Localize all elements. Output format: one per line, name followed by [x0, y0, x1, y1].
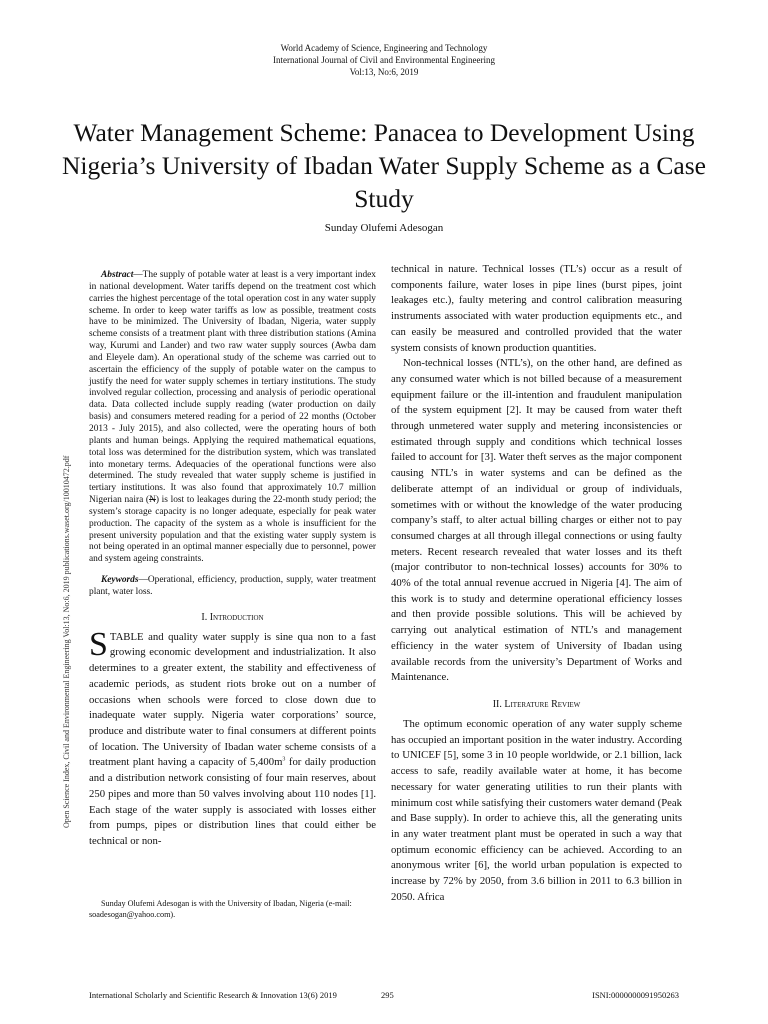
page-number: 295 — [381, 990, 394, 1000]
abstract — [89, 270, 376, 566]
section-number: I. — [201, 611, 208, 623]
literature-paragraph: The optimum economic operation of any water supply scheme has occupied an important position in the water industry. According to UNICEF [5], some 3 in 10 people worldwide, or 2.1 billion, lack access to safe, readily available water at home, it has become necessary for water generating utilities to run their plants with minimum cost while satisfying their customers water demand (Peak and Base supply). In order to achieve this, all the generating units in any water treatment plant must be operated in such a way that optimum economic efficiency can be achieved. According to an anonymous writer [6], the world urban population is expected to increase by 72% by 2050, from 3.6 billion in 2011 to 6.3 billion in 2050. Africa — [391, 717, 682, 903]
section-heading-literature-review — [391, 699, 682, 710]
author-name: Sunday Olufemi Adesogan — [324, 222, 444, 234]
paper-title: Water Management Scheme: Panacea to Development Using Nigeria’s University of Ibadan Water Supply Scheme as a Case Study — [61, 118, 706, 213]
keywords-text: Operational, efficiency, production, supply, water treatment plant, water loss. — [89, 575, 376, 597]
section-heading-introduction — [89, 612, 376, 623]
intro-paragraph — [89, 625, 377, 850]
header-line-journal: International Journal of Civil and Environmental Engineering — [273, 55, 495, 65]
keywords — [89, 575, 376, 599]
abstract-label: Abstract — [101, 270, 134, 280]
intro-text-1: TABLE and quality water supply is sine qua non to a fast growing economic development and industrialization. It also determines to a greater extent, the stability and effectiveness of academic periods, as student riots broke out on a number of occasions when schools were forced to close down due to inadequate water supply. Nigeria water corporations’ source, produce and distribute water to final consumers at different points of location. The University of Ibadan water scheme consists of a treatment plant having a capacity of 5,400m — [89, 630, 376, 769]
footer-isni: ISNI:0000000091950263 — [592, 990, 679, 1000]
naira-symbol: N — [149, 495, 156, 506]
footer-publisher: International Scholarly and Scientific Research & Innovation 13(6) 2019 — [89, 990, 337, 1000]
section-number: II. — [492, 698, 502, 710]
keywords-label: Keywords — [101, 575, 139, 586]
side-citation: Open Science Index, Civil and Environmental Engineering Vol:13, No:6, 2019 publications.waset.org/10010472.pdf — [62, 455, 71, 828]
author-footnote: Sunday Olufemi Adesogan is with the University of Ibadan, Nigeria (e-mail: soadesogan@yahoo.com). — [89, 899, 352, 919]
header-line-publisher: World Academy of Science, Engineering and Technology — [280, 43, 488, 53]
header-line-volume: Vol:13, No:6, 2019 — [349, 67, 419, 77]
right-column — [391, 262, 682, 905]
ntl-paragraph: Non-technical losses (NTL’s), on the other hand, are defined as any consumed water which is not billed because of a measurement equipment failure or the ill-intention and fraudulent manipulation of the system equipment [2]. It may be caused from water theft through unmetered water supply and metering inconsistencies or estimated through supply and conditions which technical losses failed to account for [3]. Water theft serves as the major component causing NTL’s in water systems and can be defined as the deliberate attempt of an individual or group of individuals, sometimes with or without the knowledge of the water producing company’s staff, to alter actual billing charges or either not to pay consumed charges at all through illegal connections or using faulty meters. Recent research revealed that water losses and its theft (major contributor to non-technical losses) accounts for 30% to 40% of the total annual revenue accrued in Nigeria [4]. The aim of this work is to study and determine operational efficiency losses and then provide possible solutions. This will be achieved by carrying out analytical estimation of NTL’s and management efficiency in the water system of University of Ibadan using available records from the university’s Department of Works and Maintenance. — [391, 357, 682, 684]
section-title: Introduction — [209, 611, 264, 623]
superscript-3: 3 — [282, 756, 286, 763]
journal-header — [0, 42, 768, 78]
continued-paragraph: technical in nature. Technical losses (TL’s) occur as a result of components failure, water loses in pipe lines (burst pipes, joint leakages etc.), faulty metering and control calibration measuring instruments associated with water production equipments etc., and can easily be measured and controlled provided that the water system consists of known production quantities. — [391, 263, 682, 354]
abstract-text-1: The supply of potable water at least is a very important index in national development. Water tariffs depend on the treatment cost which carries the highest percentage of the total operation cost in any water supply scheme. In order to keep water tariffs as low as possible, treatment costs have to be minimized. The University of Ibadan, Nigeria, water supply scheme consists of a treatment plant with three distribution stations (Amina way, Kurumi and Lander) and two raw water supply sources (Awba dam and Eleyele dam). An operational study of the scheme was carried out to ascertain the efficiency of the supply of potable water on the campus to justify the need for water supply schemes in tertiary institutions. The study involved regular collection, processing and analysis of periodic operational data. Data collected include supply reading (water production on daily basis) and consumers metered reading for a period of 22 months (October 2013 - July 2015), and also collected, were the operating hours of both plants and human beings. Applying the required mathematical equations, total loss was determined for the distribution system, which was translated into monetary terms. Adequacies of the operational functions were also determined. The study revealed that water supply scheme is justified in tertiary institutions. It was also found that approximately 10.7 million Nigerian naira ( — [89, 270, 376, 506]
page-footer — [89, 990, 679, 1002]
keywords-dash: — — [138, 575, 148, 586]
intro-text-2: for daily production and a distribution network consisting of four main reserves, about 250 pipes and more than 50 valves involving about 110 nodes [1]. Each stage of the water supply is associated with losses either from pumps, pipes or distribution lines that could either be technical or non- — [89, 756, 377, 847]
drop-cap: S — [89, 625, 108, 663]
section-title: Literature Review — [504, 698, 581, 710]
abstract-text-2: ) is lost to leakages during the 22-month study period; the system’s storage capacity is no longer adequate, especially for peak water production. The capacity of the system as a whole is insufficient for the present university population and that the existing water supply system is not being operated in an optimal manner especially due to personnel, power and system ageing constraints. — [89, 495, 376, 565]
abstract-dash: — — [133, 270, 143, 280]
left-column — [89, 270, 376, 850]
